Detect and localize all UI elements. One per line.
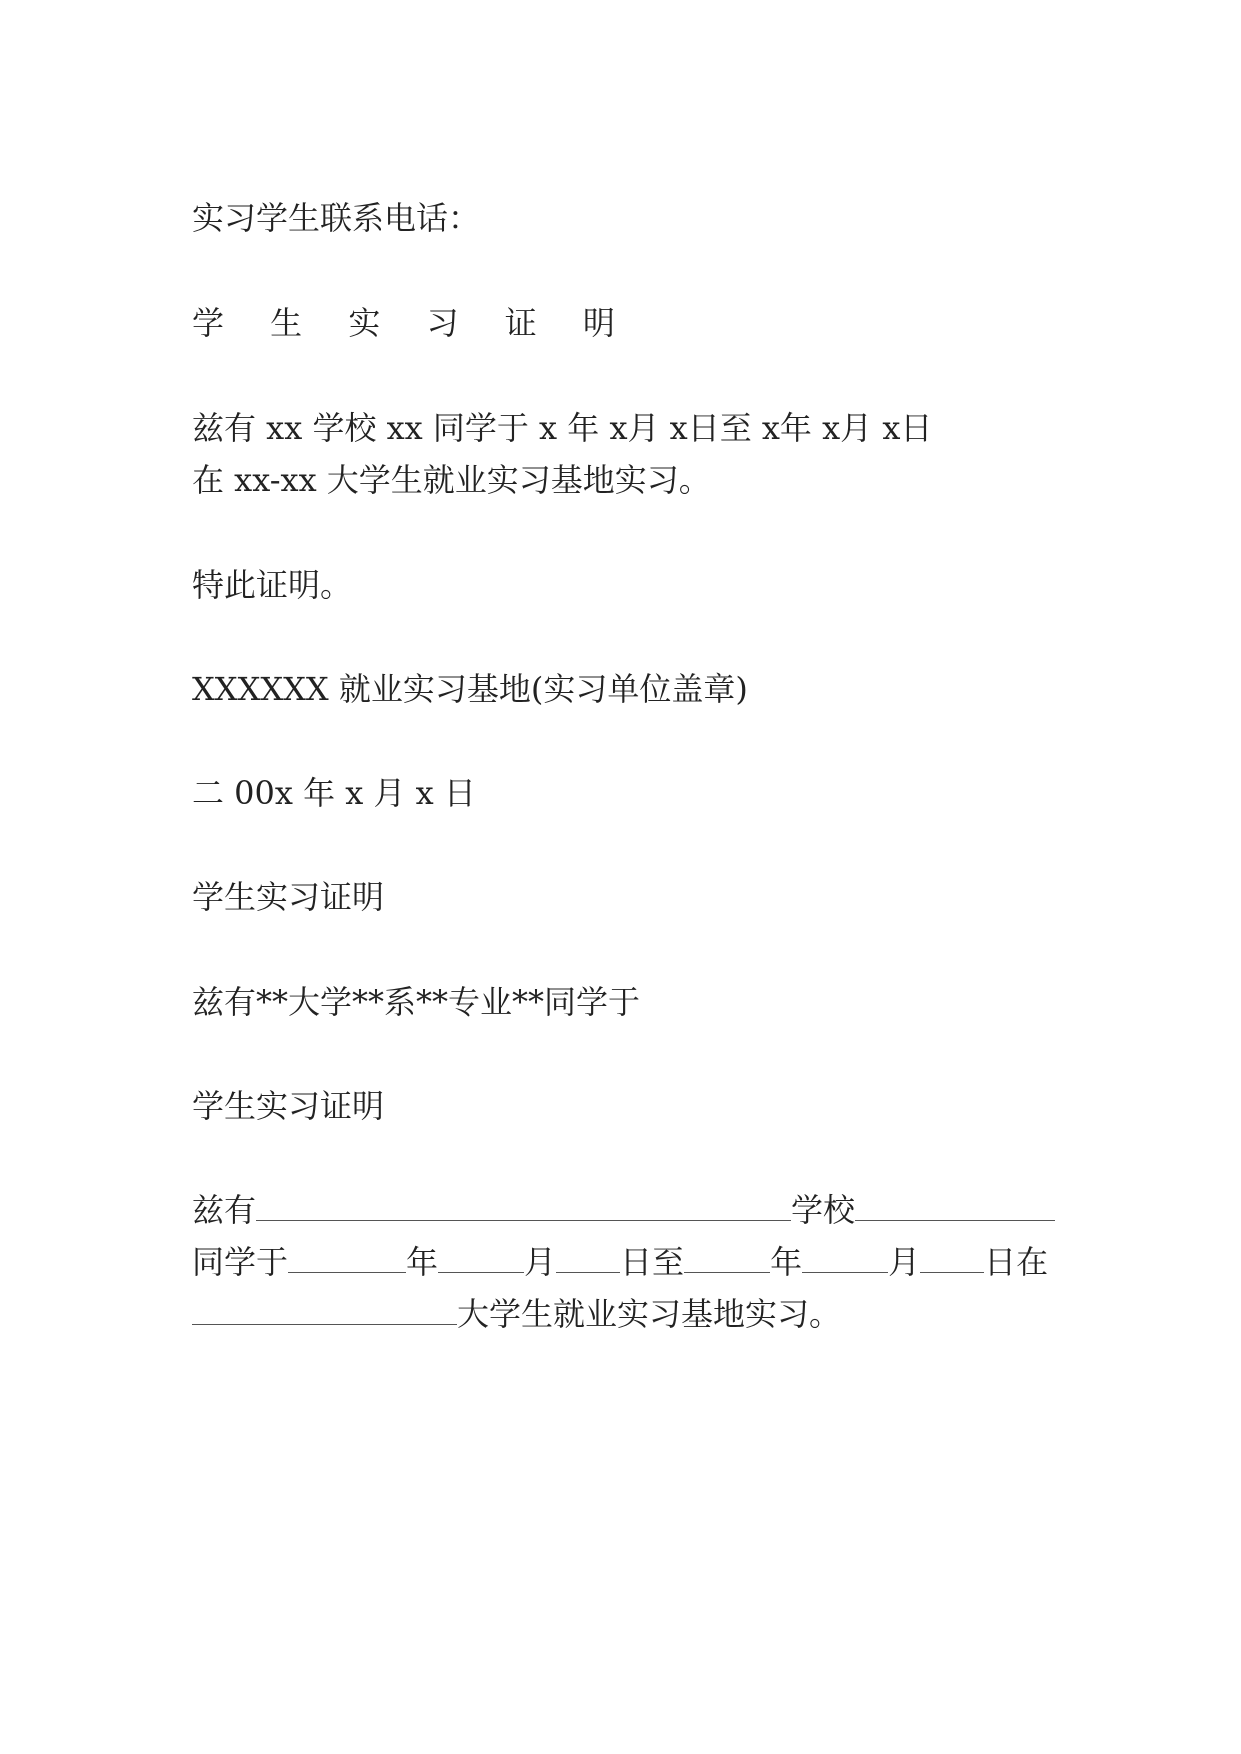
- certificate-title-3: 学生实习证明: [192, 1087, 385, 1125]
- blank-school-name: [855, 1190, 1055, 1221]
- issue-date: 二 00x 年 x 月 x 日: [192, 774, 476, 812]
- blank-end-year: [684, 1242, 770, 1273]
- special-statement: 特此证明。: [192, 566, 353, 604]
- certificate-body-2: 兹有**大学**系**专业**同学于: [192, 983, 641, 1021]
- form-line-2: [192, 1242, 1048, 1282]
- form-label-tong-xue-yu: 同学于: [192, 1243, 289, 1281]
- form-label-month-2: 月: [888, 1243, 921, 1281]
- blank-start-year: [288, 1242, 406, 1273]
- form-line-1: [192, 1190, 1055, 1230]
- blank-start-day: [556, 1242, 620, 1273]
- form-label-year-2: 年: [770, 1243, 803, 1281]
- certificate-body-line-1: 兹有 xx 学校 xx 同学于 x 年 x月 x日至 x年 x月 x日: [192, 409, 933, 447]
- blank-end-month: [802, 1242, 888, 1273]
- certificate-body-line-2: 在 xx-xx 大学生就业实习基地实习。: [192, 461, 711, 499]
- blank-start-month: [438, 1242, 524, 1273]
- form-label-zi-you: 兹有: [192, 1191, 257, 1229]
- certificate-title-spaced: 学 生 实 习 证 明: [192, 304, 633, 342]
- form-label-school: 学校: [791, 1191, 856, 1229]
- issuing-organization: XXXXXX 就业实习基地(实习单位盖章): [192, 670, 748, 708]
- form-label-day-to: 日至: [620, 1243, 685, 1281]
- contact-phone-line: 实习学生联系电话：: [192, 199, 481, 237]
- form-label-month-1: 月: [524, 1243, 557, 1281]
- form-label-day-at: 日在: [984, 1243, 1049, 1281]
- certificate-title-2: 学生实习证明: [192, 878, 385, 916]
- form-line-3: [192, 1294, 841, 1334]
- blank-student-name: [256, 1190, 791, 1221]
- form-closing: 大学生就业实习基地实习。: [457, 1295, 842, 1333]
- blank-end-day: [920, 1242, 984, 1273]
- form-label-year-1: 年: [406, 1243, 439, 1281]
- blank-base-name: [192, 1294, 457, 1325]
